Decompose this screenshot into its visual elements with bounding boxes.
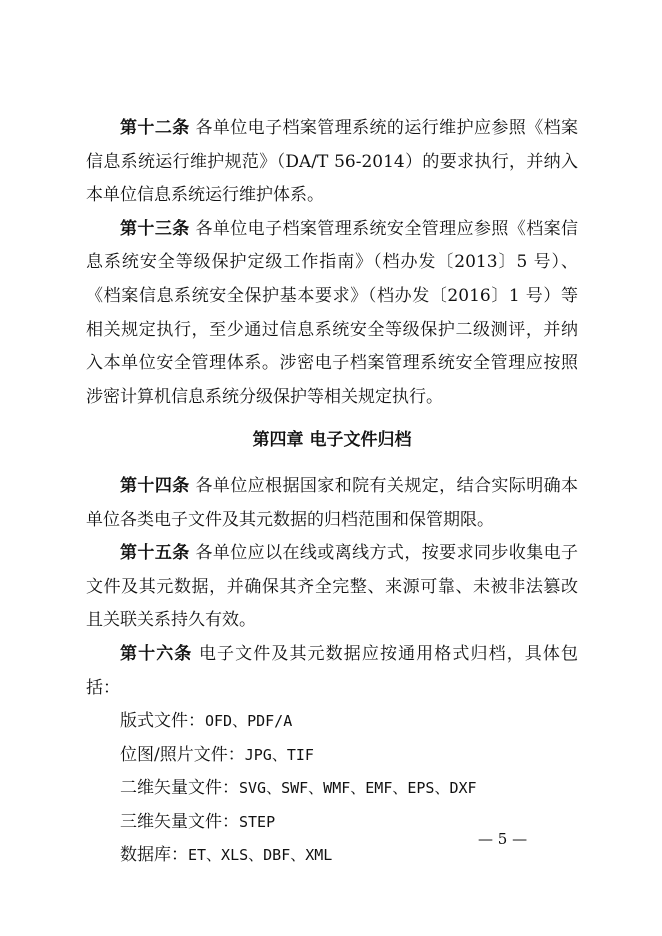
format-name: 二维矢量文件： (120, 778, 239, 799)
format-line (86, 739, 578, 773)
article-15 (86, 537, 578, 638)
format-line (86, 772, 578, 806)
format-value: JPG、TIF (244, 745, 314, 764)
page-body (86, 112, 578, 873)
article-label: 第十五条 (120, 543, 190, 564)
article-label: 第十四条 (120, 475, 190, 496)
article-label: 第十六条 (120, 643, 193, 664)
format-name: 位图/照片文件： (120, 744, 245, 765)
chapter-heading: 第四章 电子文件归档 (252, 430, 412, 451)
format-line (86, 705, 578, 739)
article-text: 电子文件及其元数据应按通用格式归档，具体包括： (86, 643, 579, 698)
article-text: 各单位电子档案管理系统安全管理应参照《档案信息系统安全等级保护定级工作指南》（档办发〔2013〕5 号）、《档案信息系统安全保护基本要求》（档办发〔2016〕1 号）等相关规定执行，至少通过信息系统安全等级保护二级测评，并纳入本单位安全管理体系。涉密电子档案管理系统安全管理应按照涉密计算机信息系统分级保护等相关规定执行。 (86, 218, 579, 407)
format-name: 数据库： (120, 845, 188, 866)
article-13 (86, 213, 578, 415)
article-text: 各单位应以在线或离线方式，按要求同步收集电子文件及其元数据，并确保其齐全完整、来源可靠、未被非法篡改且关联关系持久有效。 (86, 543, 579, 631)
format-value: STEP (239, 812, 276, 831)
page-number: — 5 — (478, 830, 528, 848)
article-text: 各单位应根据国家和院有关规定，结合实际明确本单位各类电子文件及其元数据的归档范围和保管期限。 (86, 475, 579, 530)
article-12 (86, 112, 578, 213)
article-14 (86, 470, 578, 537)
format-value: SVG、SWF、WMF、EMF、EPS、DXF (239, 779, 477, 798)
format-value: ET、XLS、DBF、XML (188, 846, 333, 865)
format-name: 版式文件： (120, 711, 205, 732)
article-label: 第十三条 (120, 218, 190, 239)
article-label: 第十二条 (120, 118, 190, 138)
article-16 (86, 638, 578, 705)
format-name: 三维矢量文件： (120, 811, 239, 832)
article-text: 各单位电子档案管理系统的运行维护应参照《档案信息系统运行维护规范》（DA/T 56-2014）的要求执行，并纳入本单位信息系统运行维护体系。 (86, 118, 579, 206)
format-value: OFD、PDF/A (205, 712, 293, 731)
